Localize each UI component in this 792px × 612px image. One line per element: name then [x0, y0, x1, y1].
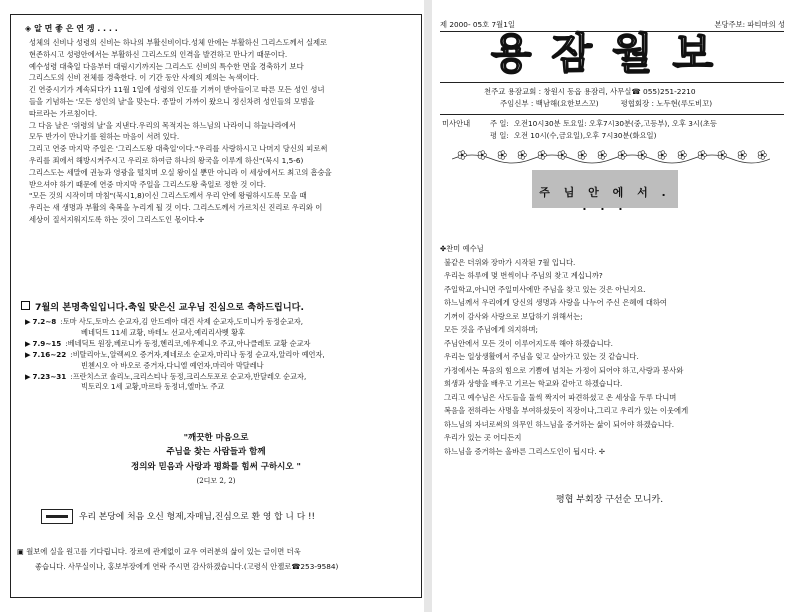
letter-line: 복음을 전하라는 사명을 부여하셨듯이 직장이나,그리고 우리가 있는 이웃에게 [444, 406, 689, 415]
saint-names: :토마 사도,토마스 순교자,김 안드레아 대건 사제 순교자,도미니카 동정순교자, [60, 317, 304, 326]
mass-label: 미사안내 [442, 119, 471, 128]
notice-line: 좋습니다. 사무실이나, 홍보부장에게 연락 주시면 감사하겠습니다.(고령식 안젤로☎253-9584) [35, 561, 339, 571]
letter-line: 불같은 더위와 장마가 시작된 7월 입니다. [444, 257, 576, 267]
saint-row [25, 382, 415, 393]
welcome-message: 우리 본당에 처음 오신 형제,자매님,진심으로 환 영 합 니 다 !! [41, 509, 419, 524]
arrow-icon: ▶ [25, 338, 31, 348]
mass-schedule [442, 118, 784, 141]
letter-line: 하느님을 증거하는 올바른 그리스도인이 됩시다. ✢ [444, 446, 606, 456]
letter-line: 주일학교,아니면 주일미사에만 주님을 찾고 있는 것은 아닌지요. [444, 284, 646, 294]
quote-line: 주님을 찾는 사람들과 함께 [166, 447, 266, 458]
salutation: ✤찬미 예수님 [440, 244, 484, 253]
saint-names: :비탈리아노,알렉씨오 증거자,제네로소 순교자,마리나 동정 순교자,알리아 예언자, [70, 349, 325, 359]
article-line: 그 다음 날은 '위령의 날'을 지낸다.우리의 목적지는 하느님의 나라이니 하늘나라에서 [29, 120, 296, 130]
pastor-name: 주임신부 : 백남해(요한보스꼬) [500, 98, 599, 108]
saints-list [25, 317, 415, 393]
letter-line: 주님안에서 모든 것이 이루어지도록 해야 하겠습니다. [444, 338, 613, 348]
saint-names: :베네딕트 원장,베로니카 동정,헨리코,에우제니오 주교,아나클레토 교황 순교자 [65, 338, 311, 348]
arrow-icon: ▶ [25, 349, 31, 359]
saint-row [25, 328, 415, 339]
scripture-quote [11, 431, 421, 489]
section-title: ◈ 알 면 좋 은 연 겡 . . . . [25, 24, 118, 33]
article-line: "모든 것의 시작이며 마침"(묵시1,8)이신 그리스도께서 우리 안에 왕림하시도록 모을 때 [29, 191, 307, 201]
info-rule [440, 114, 784, 115]
council-president: 평협회장 : 노두현(루도비꼬) [620, 98, 713, 108]
letter-line: 우리는 하루에 몇 번씩이나 주님의 찾고 계십니까? [444, 271, 603, 280]
mass-row: 주 일: 오전10시30분 토요일: 오후7시30분(중,고등부), 오후 3시(초등 [490, 119, 717, 128]
saint-date: 7.23~31 [32, 371, 67, 381]
saint-date: 7.9~15 [32, 338, 62, 348]
letter-line: 희생과 상향을 배우고 기르는 학교와 같아고 하겠습니다. [444, 379, 623, 388]
letter-line: 기꺼이 감사와 사랑으로 보답하기 위해서는; [444, 311, 583, 321]
saint-row [25, 350, 415, 361]
article-line: 우리를 죄에서 해방시켜주시고 우리로 하여금 하나의 왕국을 이루게 하신"(묵시 1,5-6) [29, 155, 304, 165]
parish-info [440, 86, 784, 109]
signature: 평협 부회장 구선순 모니카. [556, 495, 664, 505]
article-body [19, 37, 415, 226]
saint-row [25, 339, 415, 350]
parish-name: 본당주보: 파티마의 성 [714, 20, 785, 29]
quote-line: 정의와 믿음과 사랑과 평화를 힘써 구하시오 " [131, 461, 301, 472]
right-page [432, 0, 792, 612]
pastoral-letter [440, 242, 792, 458]
letter-line: 모든 것을 주님에게 의지하며; [444, 325, 539, 334]
article-line: 현존하시고 성령안에서는 부활하신 그리스도의 인격을 발견하고 만나기 때문이다. [29, 49, 288, 59]
parish-address: 천주교 용잠교회 : 창원시 동읍 용잠리, 사무실☎ 055)251-2210 [484, 87, 696, 96]
handshake-icon [41, 509, 73, 524]
flower-border-icon [452, 147, 770, 165]
saint-names: :프란치스코 솔리노,크리스티나 동정,크리스토포로 순교자,반달레오 순교자, [70, 371, 307, 381]
article-line: 성체의 신비나 성령의 신비는 하나의 부활신비이다.성체 안에는 부활하신 그리스도께서 실제로 [29, 38, 328, 47]
article-line: 예수성령 대축일 다음부터 대림시기까지는 그리스도 신비의 특수한 면을 경축하기 보다 [29, 61, 304, 71]
letter-line: 하느님께서 우리에게 당신의 생명과 사랑을 나누어 주신 은혜에 대하여 [444, 298, 667, 307]
cross-diamond-icon: ◈ [25, 24, 32, 33]
saint-row [25, 317, 415, 328]
letter-line: 우리가 있는 곳 어디든지 [444, 433, 522, 442]
article-line: 우리는 새 생명과 부활의 축복을 누리게 될 것 이다. 그리스도께서 가르치신 진리로 우리와 이 [29, 203, 323, 213]
banner-title: 주 님 안 에 서 . . . . [539, 186, 671, 213]
saint-names: 베네딕트 11세 교황, 바테노 선교사,예리리사벳 황후 [81, 327, 246, 337]
article-line: 따르라는 가르침이다. [29, 108, 98, 118]
mass-row: 평 일: 오전 10시(수,금요일),오후 7시30분(화요일) [490, 130, 657, 140]
letter-line: 그리고 예수님은 사도들을 둘씩 짝지어 파견하셨고 온 세상을 두루 다니며 [444, 392, 677, 402]
article-line: 받으셔야 하기 때문에 연중 마지막 주일을 그리스도왕 축일로 정한 것 이다. [29, 179, 266, 189]
saint-names: 빅토리오 1세 교황,마르타 동정녀,엘마노 주교 [81, 382, 225, 392]
article-line: 세상이 질서지워지도록 하는 것이 그리스도인 몫이다.✢ [29, 214, 205, 224]
saint-names: 빈첸시오 아 바오로 증거자,다니엘 예언자,마리아 막달레나 [81, 360, 264, 370]
checkbox-square-icon [21, 301, 30, 310]
notice-line: ▣ 월보에 실을 원고를 기다립니다. 장르에 관계없이 교우 여러분의 삶이 있는 글이면 더욱 [17, 547, 301, 556]
article-line: 들을 기념하는 '모든 성인의 날'을 맞는다. 종말이 가까이 왔으니 정신차려 성인들의 모범을 [29, 96, 315, 106]
saint-row [25, 372, 415, 383]
arrow-icon: ▶ [25, 317, 31, 326]
page-fold [424, 0, 432, 612]
article-line: 모두 반가이 만나기를 원하는 마음이 서려 있다. [29, 132, 180, 142]
article-line: 그리스도의 신비 전체를 경축한다. 이 기간 동안 사제의 제의는 녹색이다. [29, 73, 259, 83]
column-banner [532, 170, 678, 213]
left-page-frame [10, 14, 422, 598]
letter-line: 우리는 일상생활에서 주님을 잊고 살아가고 있는 것 같습니다. [444, 352, 639, 361]
article-line: 긴 연중시기가 계속되다가 11월 1일에 성령의 인도를 기꺼이 받아들이고 따른 모든 성인 성녀 [29, 85, 325, 95]
arrow-icon: ▶ [25, 371, 31, 381]
article-line: 그리스도는 세말에 권능과 영광을 떨치며 오실 왕이실 뿐만 아니라 이 세상에서도 최고의 흠숭을 [29, 167, 332, 177]
issue-number: 제 2000- 05호 7월1일 [440, 20, 515, 29]
saint-date: 7.2~8 [32, 317, 57, 326]
masthead-title: 용잠월보 [490, 29, 734, 78]
feast-day-heading: 7월의 본명축일입니다.축일 맞은신 교우님 진심으로 축하드립니다. [21, 299, 304, 313]
parish-staff [440, 98, 784, 110]
quote-reference: (2디모 2, 2) [196, 477, 236, 486]
saint-row [25, 361, 415, 372]
letter-line: 가정에서는 복음의 힘으로 기쁨에 넘치는 가정이 되어야 하고,사랑과 봉사와 [444, 365, 684, 375]
quote-line: "깨끗한 마음으로 [183, 433, 249, 443]
article-line: 그리고 연중 마지막 주일은 '그리스도왕 대축일'이다."우리를 사랑하시고 나머지 당신의 피로써 [29, 144, 328, 154]
masthead-bottom-rule [440, 82, 784, 83]
letter-line: 하느님의 자녀로써의 의무인 하느님을 증거하는 삶이 되어야 하겠습니다. [444, 419, 675, 429]
submission-notice [17, 545, 417, 574]
saint-date: 7.16~22 [32, 349, 67, 359]
